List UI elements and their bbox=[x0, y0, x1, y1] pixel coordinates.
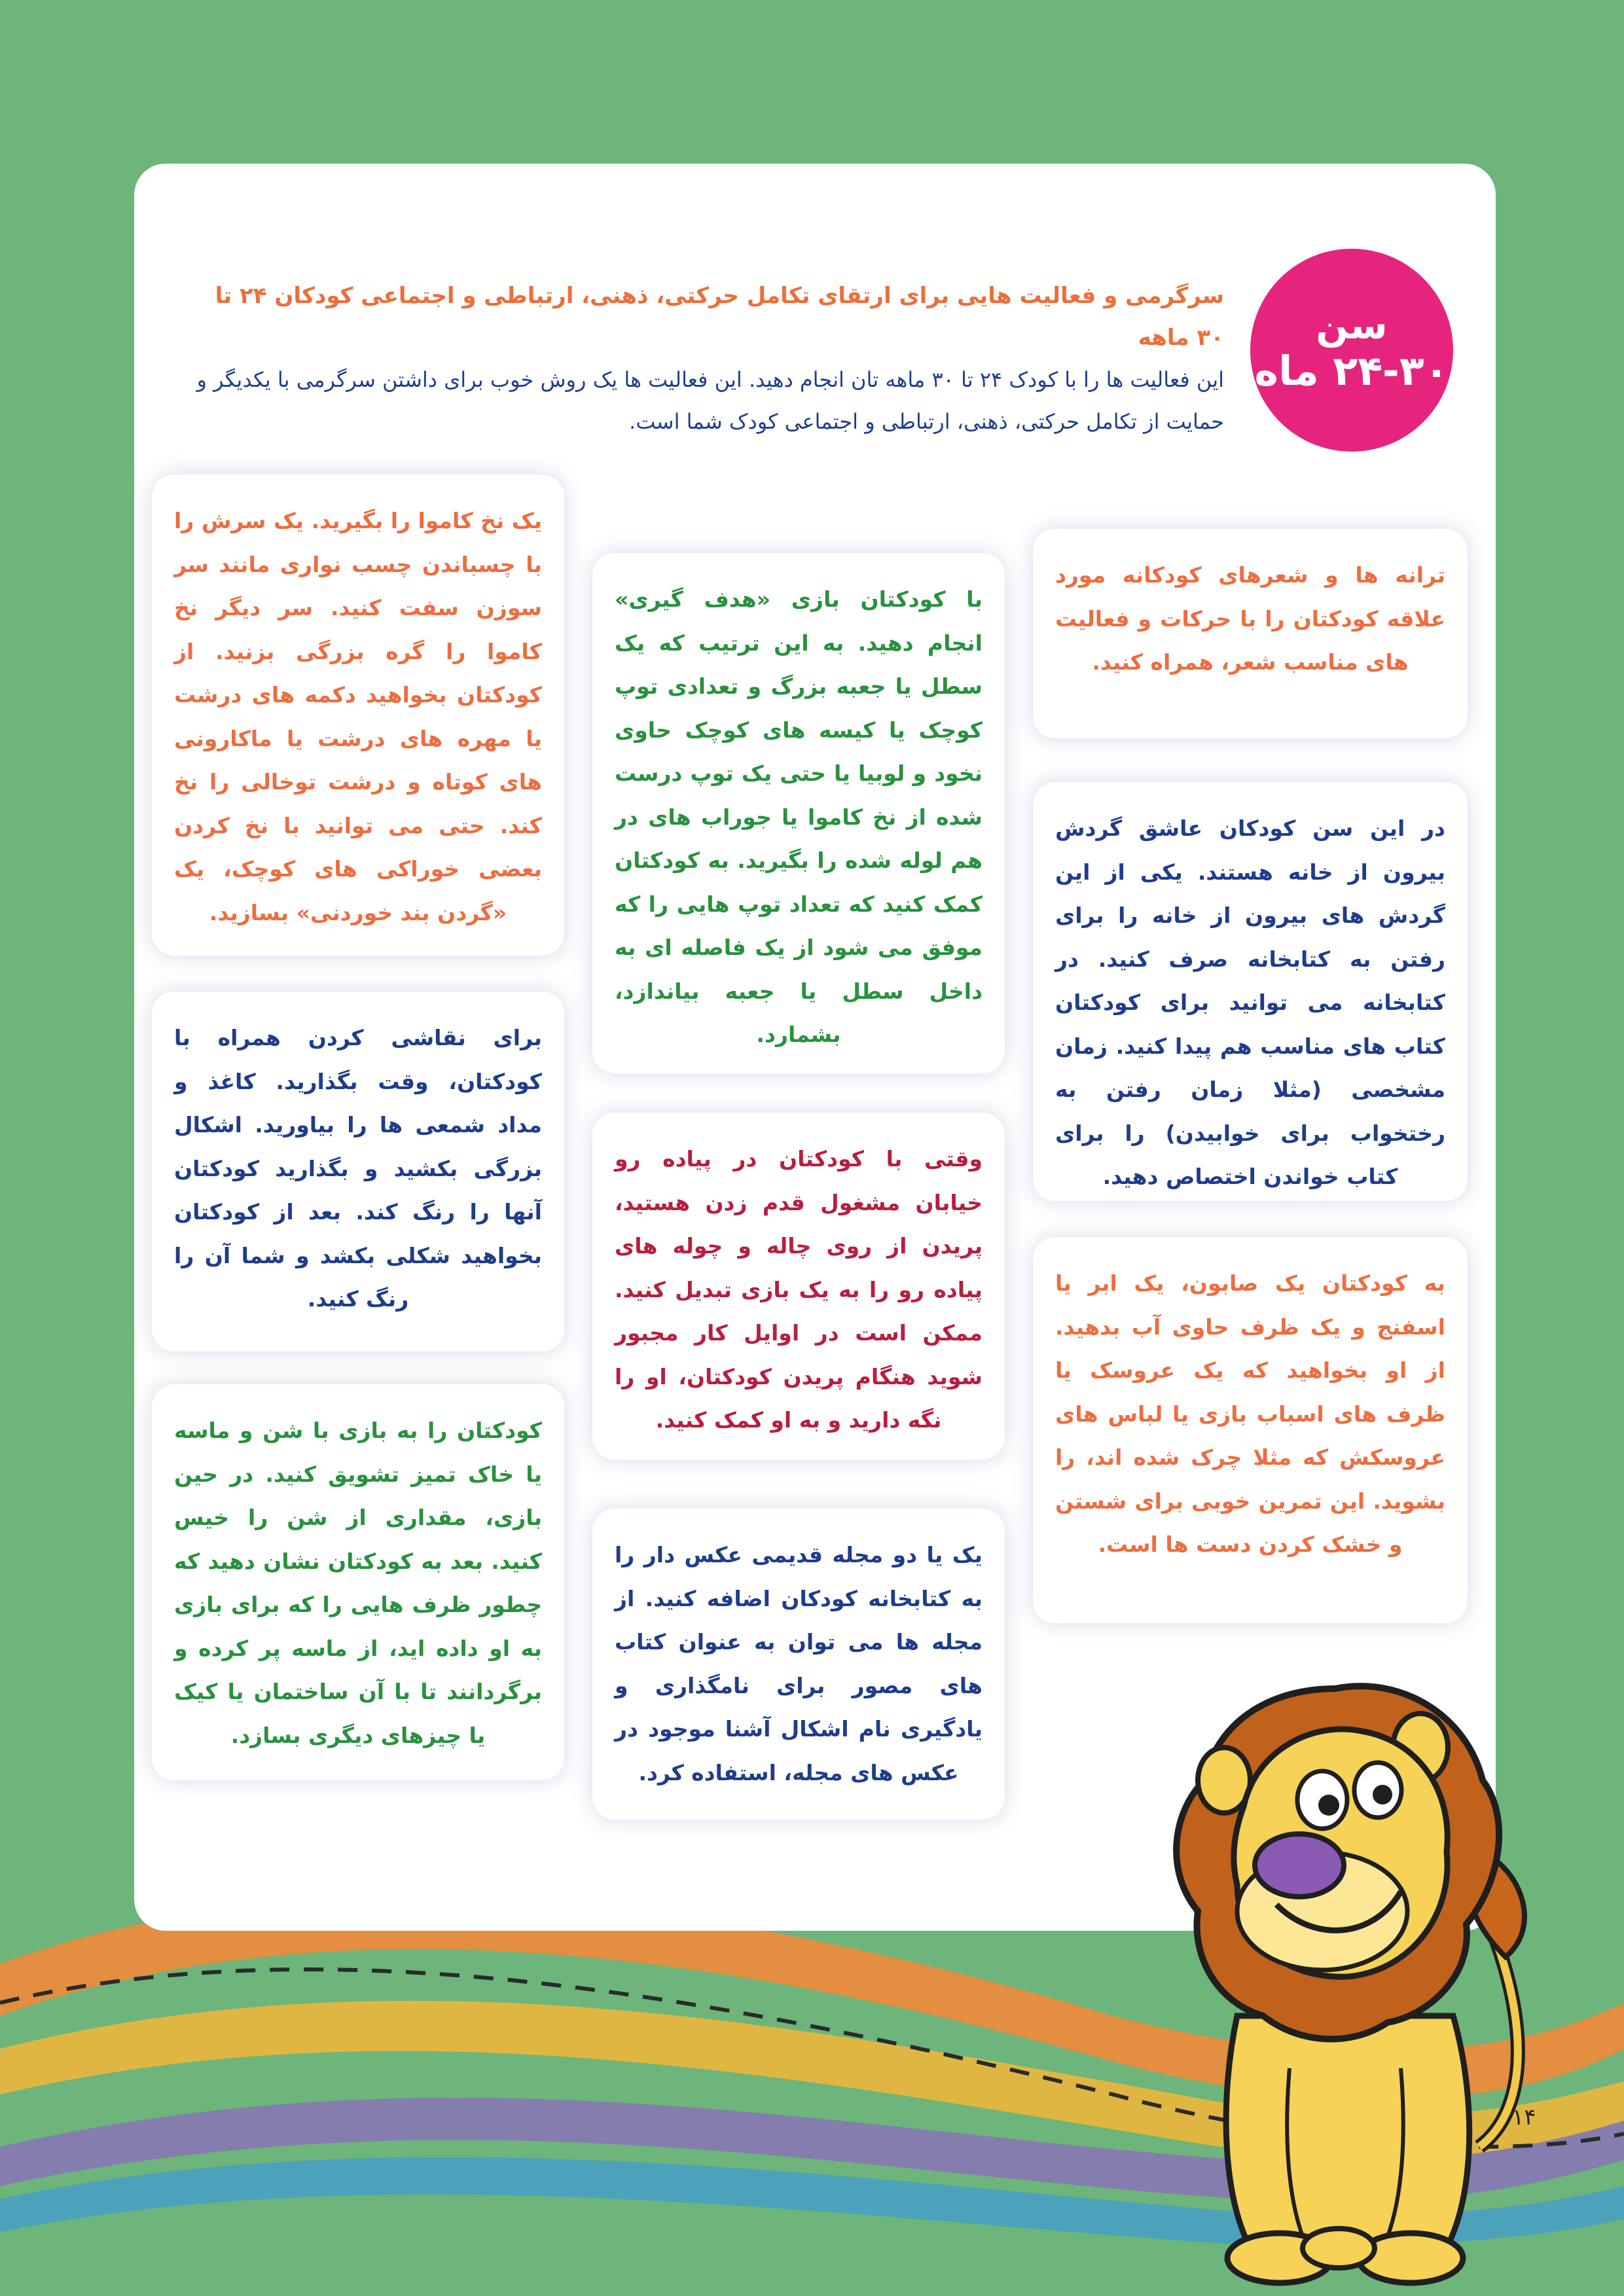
card-sand-text: کودکتان را به بازی با شن و ماسه یا خاک تمیز تشویق کنید. در حین بازی، مقداری از شن را خیس کنید. بعد به کودکتان نشان دهید که چطور ظرف هایی را که برای بازی به او داده اید، از ماسه پر کرده و برگردانند تا با آن ساختمان یا کیک یا چیزهای دیگری بسازد. bbox=[174, 1418, 542, 1748]
card-outings-text: در این سن کودکان عاشق گردش بیرون از خانه هستند. یکی از این گردش های بیرون از خانه را برای رفتن به کتابخانه صرف کنید. در کتابخانه می توانید برای کودکتان کتاب های مناسب هم پیدا کنید. زمان مشخصی (مثلا زمان رفتن به رختخواب برای خوابیدن) را برای کتاب خواندن اختصاص دهید. bbox=[1055, 816, 1445, 1189]
card-sidewalk-text: وقتی با کودکتان در پیاده رو خیابان مشغول قدم زدن هستید، پریدن از روی چاله و چوله های پیاده رو را به یک بازی تبدیل کنید. ممکن است در اوایل کار مجبور شوید هنگام پریدن کودکتان، او را نگه دارید و به او کمک کنید. bbox=[615, 1146, 983, 1433]
lion-illustration bbox=[1126, 1649, 1545, 2291]
intro-body: این فعالیت ها را با کودک ۲۴ تا ۳۰ ماهه تان انجام دهید. این فعالیت ها یک روش خوب برای داشتن سرگرمی با یکدیگر و حمایت از تکامل حرکتی، ذهنی، ارتباطی و اجتماعی کودک شما است. bbox=[196, 367, 1224, 434]
age-badge-range: ۲۴-۳۰ ماه bbox=[1254, 346, 1449, 395]
card-outings bbox=[1033, 782, 1468, 1201]
card-target-game bbox=[592, 553, 1005, 1073]
intro-section bbox=[196, 275, 1224, 442]
card-magazines bbox=[592, 1509, 1005, 1820]
card-soap bbox=[1033, 1237, 1468, 1623]
card-painting bbox=[152, 992, 564, 1352]
age-badge-label: سن bbox=[1316, 302, 1388, 348]
card-yarn bbox=[152, 475, 564, 956]
card-songs bbox=[1033, 529, 1468, 738]
page-number: ۱۴ bbox=[1512, 2104, 1536, 2130]
card-sidewalk bbox=[592, 1113, 1005, 1460]
card-sand bbox=[152, 1384, 564, 1780]
card-painting-text: برای نقاشی کردن همراه با کودکتان، وقت بگذارید. کاغذ و مداد شمعی ها را بیاورید. اشکال بزرگی بکشید و بگذارید کودکتان آنها را رنگ کند. بعد از کودکتان بخواهید شکلی بکشد و شما آن را رنگ کنید. bbox=[174, 1025, 542, 1312]
card-yarn-text: یک نخ کاموا را بگیرید. یک سرش را با چسباندن چسب نواری مانند سر سوزن سفت کنید. سر دیگر نخ کاموا را گره بزرگی بزنید. از کودکتان بخواهید دکمه های درشت یا مهره های درشت یا ماکارونی های کوتاه و درشت توخالی را نخ کند. حتی می توانید با نخ کردن بعضی خوراکی های کوچک، یک «گردن بند خوردنی» بسازید. bbox=[174, 508, 542, 925]
age-badge bbox=[1250, 249, 1453, 452]
card-soap-text: به کودکتان یک صابون، یک ابر یا اسفنج و یک ظرف حاوی آب بدهید. از او بخواهید که یک عروسک یا ظرف های اسباب بازی یا لباس های عروسکش که مثلا چرک شده اند، را بشوید. این تمرین خوبی برای شستن و خشک کردن دست ها است. bbox=[1055, 1270, 1445, 1557]
intro-title: سرگرمی و فعالیت هایی برای ارتقای تکامل حرکتی، ذهنی، ارتباطی و اجتماعی کودکان ۲۴ تا ۳۰ ماهه bbox=[215, 283, 1224, 351]
card-magazines-text: یک یا دو مجله قدیمی عکس دار را به کتابخانه کودکان اضافه کنید. از مجله ها می توان به عنوان کتاب های مصور برای نامگذاری و یادگیری نام اشکال آشنا موجود در عکس های مجله، استفاده کرد. bbox=[615, 1542, 983, 1785]
card-songs-text: ترانه ها و شعرهای کودکانه مورد علاقه کودکتان را با حرکات و فعالیت های مناسب شعر، همراه کنید. bbox=[1055, 562, 1445, 675]
card-target-game-text: با کودکتان بازی «هدف گیری» انجام دهید. به این ترتیب که یک سطل یا جعبه بزرگ و تعدادی توپ کوچک یا کیسه های کوچک حاوی نخود و لوبیا یا حتی یک توپ درست شده از نخ کاموا یا جوراب های در هم لوله شده را بگیرید. به کودکتان کمک کنید که تعداد توپ هایی را که موفق می شود از یک فاصله ای به داخل سطل یا جعبه بیاندازد، بشمارد. bbox=[615, 586, 983, 1047]
